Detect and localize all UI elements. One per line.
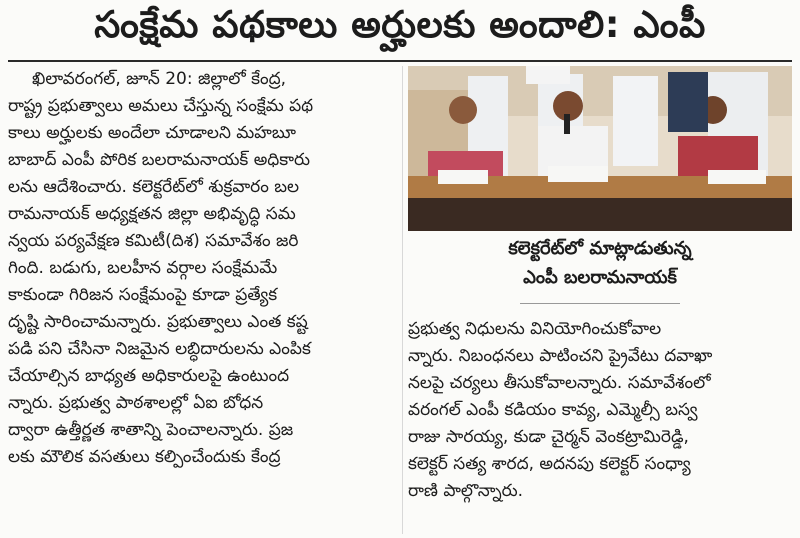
body-line: బాబాద్ ఎంపీ పోరిక బలరామనాయక్ అధికారు	[8, 150, 311, 170]
body-line: న్నారు. నిబంధనలు పాటించని ప్రైవేటు దవాఖా	[408, 346, 713, 366]
body-line: రాజు సారయ్య, కుడా చైర్మన్ వెంకట్రామిరెడ్డి,	[408, 427, 689, 447]
body-line: రాష్ట్ర ప్రభుత్వాలు అమలు చేస్తున్న సంక్షేమ పథ	[8, 96, 314, 116]
caption-line: కలెక్టరేట్‌లో మాట్లాడుతున్న	[508, 238, 692, 259]
body-line: పడి పని చేసినా నిజమైన లబ్ధిదారులను ఎంపిక	[8, 339, 311, 359]
body-line: ద్వారా ఉత్తీర్ణత శాతాన్ని పెంచాలన్నారు. ప్రజ	[8, 420, 294, 440]
body-line: కాకుండా గిరిజన సంక్షేమంపై కూడా ప్రత్యేక	[8, 285, 278, 305]
body-line: చేయాల్సిన బాధ్యత అధికారులపై ఉంటుంద	[8, 366, 290, 386]
body-line: కలెక్టర్ సత్య శారద, అదనపు కలెక్టర్ సంధ్యా	[408, 454, 691, 474]
meeting-photo-illustration	[408, 66, 792, 231]
body-line: లకు మౌలిక వసతులు కల్పించేందుకు కేంద్ర	[8, 447, 281, 467]
body-line: నలపై చర్యలు తీసుకోవాలన్నారు. సమావేశంలో	[408, 373, 711, 393]
body-line: గింది. బడుగు, బలహీన వర్గాల సంక్షేమమే	[8, 258, 278, 278]
body-line: రాణి పాల్గొన్నారు.	[408, 481, 523, 501]
photo-caption	[408, 234, 792, 300]
body-line: రామనాయక్ అధ్యక్షతన జిల్లా అభివృద్ధి సమ	[8, 204, 296, 224]
body-line: లను ఆదేశించారు. కలెక్టరేట్‌లో శుక్రవారం బల	[8, 177, 300, 197]
body-line: ఖిలావరంగల్, జూన్ 20: జిల్లాలో కేంద్ర,	[32, 69, 287, 89]
article-column-right	[408, 316, 792, 534]
article-column-left	[8, 66, 400, 534]
body-line: దృష్టి సారించామన్నారు. ప్రభుత్వాలు ఎంత కష్ట	[8, 312, 308, 332]
caption-line: ఎంపీ బలరామనాయక్	[523, 267, 677, 288]
headline: సంక్షేమ పథకాలు అర్హులకు అందాలి: ఎంపీ	[94, 3, 706, 46]
body-line: ప్రభుత్వ నిధులను వినియోగించుకోవాల	[408, 319, 662, 339]
news-photo	[408, 66, 792, 231]
caption-divider	[520, 303, 680, 304]
body-line: కాలు అర్హులకు అందేలా చూడాలని మహబూ	[8, 123, 296, 143]
headline-rule	[8, 60, 792, 62]
body-line: న్నారు. ప్రభుత్వ పాఠశాలల్లో ఏఐ బోధన	[8, 393, 264, 413]
body-line: న్వయ పర్యవేక్షణ కమిటీ(దిశ) సమావేశం జరి	[8, 231, 299, 251]
body-line: వరంగల్ ఎంపీ కడియం కావ్య, ఎమ్మెల్సీ బస్వ	[408, 400, 698, 420]
column-divider	[402, 66, 403, 534]
